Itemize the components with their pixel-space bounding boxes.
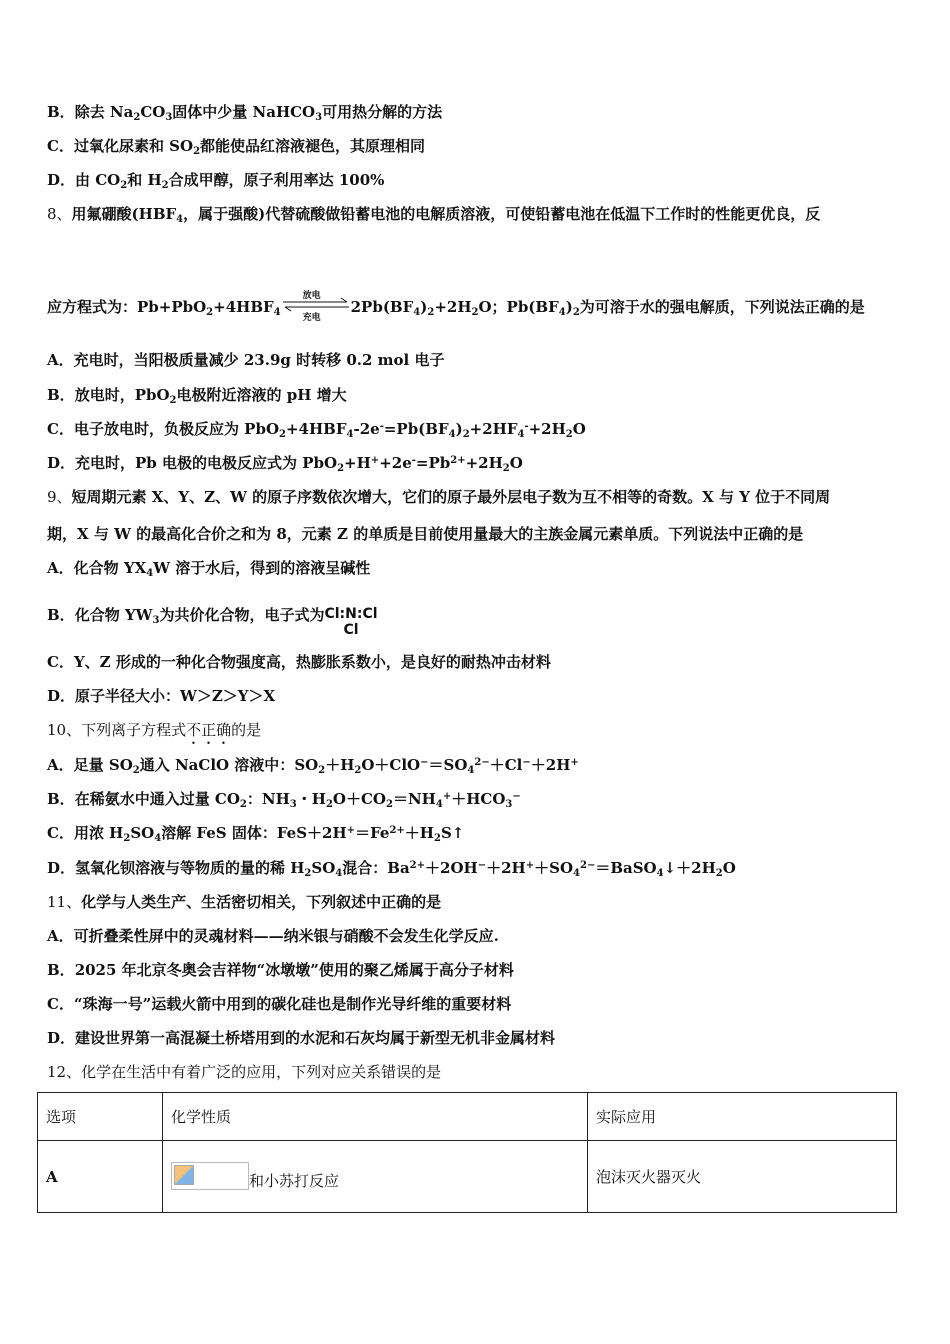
- q9-option-a: A．化合物 $YX_4W$ 溶于水后，得到的溶液呈碱性: [47, 559, 371, 579]
- table-header-cell: 实际应用: [588, 1093, 897, 1141]
- q9-option-c: C．Y、Z 形成的一种化合物强度高，热膨胀系数小，是良好的耐热冲击材料: [47, 653, 551, 671]
- table-cell-option: A: [38, 1141, 163, 1213]
- q7-option-b: B．除去 $Na_2CO_3$固体中少量 NaHCO$_3$可用热分解的方法: [47, 103, 443, 123]
- q12-stem: 12、化学在生活中有着广泛的应用，下列对应关系错误的是: [47, 1063, 442, 1081]
- q8-option-b: B．放电时，PbO$_2$电极附近溶液的 pH 增大: [47, 386, 347, 406]
- broken-image-icon: [171, 1162, 249, 1190]
- q10-option-a: A．足量 $SO_2$通入 NaClO 溶液中：$SO_2+H_2O+ClO^-=SO_4^{2-}+Cl^-+2H^+$: [47, 756, 579, 776]
- table-header-cell: 化学性质: [163, 1093, 588, 1141]
- q9-stem-line2: 期，X 与 W 的最高化合价之和为 8，元素 Z 的单质是目前使用量最大的主族金属元素单质。下列说法中正确的是: [47, 525, 804, 543]
- q11-stem: 11、化学与人类生产、生活密切相关，下列叙述中正确的是: [47, 893, 442, 911]
- q8-option-c: C．电子放电时，负极反应为 $PbO_2+4HBF_4-2e^-=Pb(BF_4)_2+2HF_4^-+2H_2O$: [47, 420, 586, 440]
- table-header-cell: 选项: [38, 1093, 163, 1141]
- table-header-row: [38, 1093, 897, 1141]
- q12-table: [37, 1092, 897, 1213]
- table-cell-application: 泡沫灭火器灭火: [588, 1141, 897, 1213]
- q11-option-d: D．建设世界第一高混凝土桥塔用到的水泥和石灰均属于新型无机非金属材料: [47, 1029, 556, 1047]
- q7-option-c: C．过氧化尿素和 $SO_2$都能使品红溶液褪色，其原理相同: [47, 137, 426, 157]
- reversible-arrow-icon: 放电 充电: [281, 290, 351, 320]
- q10-option-b: B．在稀氨水中通入过量 $CO_2$：$NH_3$・$H_2O+CO_2=NH_4^++HCO_3^-$: [47, 790, 521, 810]
- table-cell-property: 和小苏打反应: [163, 1141, 588, 1213]
- q11-option-a: A．可折叠柔性屏中的灵魂材料——纳米银与硝酸不会发生化学反应.: [47, 927, 499, 945]
- q8-option-d: D．充电时，Pb 电极的电极反应式为 $PbO_2+H^++2e^-=Pb^{2+}+2H_2O$: [47, 454, 523, 474]
- q8-option-a: A．充电时，当阳极质量减少 23.9g 时转移 0.2 mol 电子: [47, 351, 445, 369]
- q10-stem: 10、下列离子方程式不正确的是: [47, 721, 262, 739]
- q10-option-c: C．用浓 $H_2SO_4$溶解 FeS 固体：$FeS+2H^+=Fe^{2+}+H_2S↑$: [47, 824, 465, 844]
- q8-stem-line1: 8、用氟硼酸($HBF_4$，属于强酸)代替硫酸做铅蓄电池的电解质溶液，可使铅蓄电池在低温下工作时的性能更优良，反: [47, 205, 821, 225]
- q10-option-d: D．氢氧化钡溶液与等物质的量的稀 $H_2SO_4$混合：$Ba^{2+}+2OH^-+2H^++SO_4^{2-}=BaSO_4↓+2H_2O$: [47, 859, 736, 879]
- q9-option-d: D．原子半径大小：W＞Z＞Y＞X: [47, 687, 276, 705]
- q9-stem-line1: 9、短周期元素 X、Y、Z、W 的原子序数依次增大，它们的原子最外层电子数为互不相等的奇数。X 与 Y 位于不同周: [47, 488, 831, 506]
- q8-stem-line2: 应方程式为：$Pb+PbO_2+4HBF_4$ 放电 充电 $2Pb(BF_4)_2+2H_2O$；$Pb(BF_4)_2$为可溶于水的强电解质，下列说法正确的是: [47, 291, 865, 323]
- q9-option-b: B．化合物 $YW_3$为共价化合物，电子式为Cl:N:Cl Cl: [47, 606, 378, 638]
- q7-option-d: D．由 $CO_2$和 $H_2$合成甲醇，原子利用率达 100%: [47, 171, 385, 191]
- q11-option-c: C．“珠海一号”运载火箭中用到的碳化硅也是制作光导纤维的重要材料: [47, 995, 512, 1013]
- electron-dot-formula: Cl:N:Cl Cl: [324, 606, 378, 638]
- table-row: [38, 1141, 897, 1213]
- q11-option-b: B．2025 年北京冬奥会吉祥物“冰墩墩”使用的聚乙烯属于高分子材料: [47, 961, 514, 979]
